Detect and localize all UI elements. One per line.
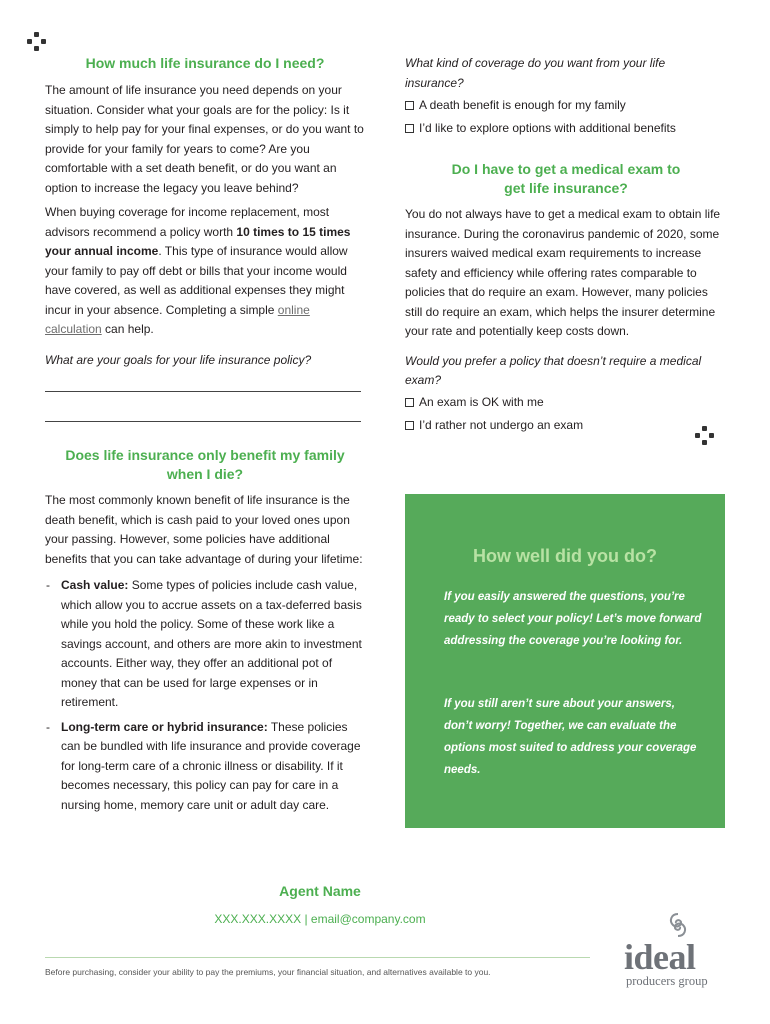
list-item — [45, 576, 365, 713]
list-item-text: Some types of policies include cash value, which allow you to accrue assets on a tax-deferred basis while you hold the policy. Some of these work like a savings account, and others are more akin to investment accounts. Either way, they offer an additional pot of money that can be used for large expenses or in retirement. — [61, 578, 362, 709]
online-calculation-link[interactable]: online calculation — [45, 302, 310, 336]
question-medical-exam: Would you prefer a policy that doesn’t require a medical exam? — [405, 353, 702, 387]
checkbox-label: I’d rather not undergo an exam — [419, 417, 584, 432]
checkbox-label: An exam is OK with me — [419, 394, 544, 409]
paragraph-text: When buying coverage for income replacement, most advisors recommend a policy worth — [45, 205, 330, 239]
company-logo — [618, 912, 728, 992]
question-coverage: What kind of coverage do you want from your life insurance? — [405, 56, 666, 90]
checkbox-icon[interactable] — [405, 124, 414, 133]
right-column — [405, 54, 727, 437]
list-item-title: Long-term care or hybrid insurance: — [61, 719, 268, 734]
checkbox-option[interactable] — [405, 391, 727, 414]
disclaimer: Before purchasing, consider your ability to pay the premiums, your financial situation, and alternatives available to you. — [45, 967, 491, 977]
logo-subtitle: producers group — [626, 974, 708, 988]
checkbox-option[interactable] — [405, 117, 727, 140]
left-column — [45, 54, 365, 815]
checkbox-label: A death benefit is enough for my family — [419, 98, 626, 112]
checkbox-option[interactable] — [405, 94, 727, 117]
paragraph-text: can help. — [101, 322, 154, 336]
question-goals: What are your goals for your life insurance policy? — [45, 352, 312, 367]
answer-line[interactable] — [45, 421, 361, 422]
paragraph-death-benefit: The most commonly known benefit of life insurance is the death benefit, which is cash paid to your loved ones upon your passing. However, some policies have additional benefits that you can take advantage of during your lifetime: — [45, 493, 363, 566]
section-heading-benefit: Does life insurance only benefit my family when I die? — [65, 447, 345, 482]
agent-name: Agent Name — [279, 883, 361, 899]
list-item-title: Cash value: — [61, 578, 129, 592]
checkbox-option[interactable] — [405, 414, 727, 437]
paragraph-text: . This type of insurance would allow your family to pay off debt or bills that your income would have covered, as well as additional expenses they might incur in your absence. Completing a simple — [45, 244, 348, 317]
paragraph-medical-exam: You do not always have to get a medical exam to obtain life insurance. During the coronavirus pandemic of 2020, some insurers waived medical exam requirements to increase safety and efficiency while offering rates comparable to policies that do require an exam. However, many policies still do require an exam, which helps the insurer determine your rate and potentially keep costs down. — [405, 207, 721, 338]
paragraph-amount: The amount of life insurance you need depends on your situation. Consider what your goals are for the policy: Is it simply to help pay for your final expenses, or do you want to provide for your family for years to come? Are you comfortable with a set death benefit, or do you want an option to increase the legacy you leave behind? — [45, 83, 364, 195]
logo-swirl-icon — [666, 912, 690, 938]
checkbox-icon[interactable] — [405, 421, 414, 430]
callout-title: How well did you do? — [473, 546, 657, 566]
checkbox-icon[interactable] — [405, 398, 414, 407]
callout-paragraph: If you still aren’t sure about your answers, don’t worry! Together, we can evaluate the options most suited to address your coverage needs. — [444, 698, 697, 776]
agent-contact[interactable]: XXX.XXX.XXXX | email@company.com — [214, 912, 426, 926]
checkbox-icon[interactable] — [405, 101, 414, 110]
section-heading-medical-exam: Do I have to get a medical exam to get life insurance? — [451, 161, 681, 196]
logo-wordmark: ideal — [624, 937, 696, 977]
footer-divider — [45, 957, 590, 958]
benefit-list — [45, 576, 365, 815]
callout-box — [405, 494, 725, 828]
list-item-text: These policies can be bundled with life insurance and provide coverage for long-term care of a chronic illness or disability. If it becomes necessary, this policy can pay for care in a nursing home, memory care unit or adult day care. — [61, 719, 361, 812]
section-heading-how-much: How much life insurance do I need? — [85, 55, 325, 71]
callout-paragraph: If you easily answered the questions, you’re ready to select your policy! Let’s move forward addressing the coverage you’re looking for. — [444, 591, 702, 647]
answer-line[interactable] — [45, 391, 361, 392]
decorative-dots-icon — [27, 32, 47, 52]
checkbox-label: I’d like to explore options with additional benefits — [419, 121, 676, 135]
list-item — [45, 718, 365, 816]
income-multiplier-bold: 10 times to 15 times your annual income — [45, 224, 351, 258]
paragraph-income-replacement — [45, 203, 365, 340]
